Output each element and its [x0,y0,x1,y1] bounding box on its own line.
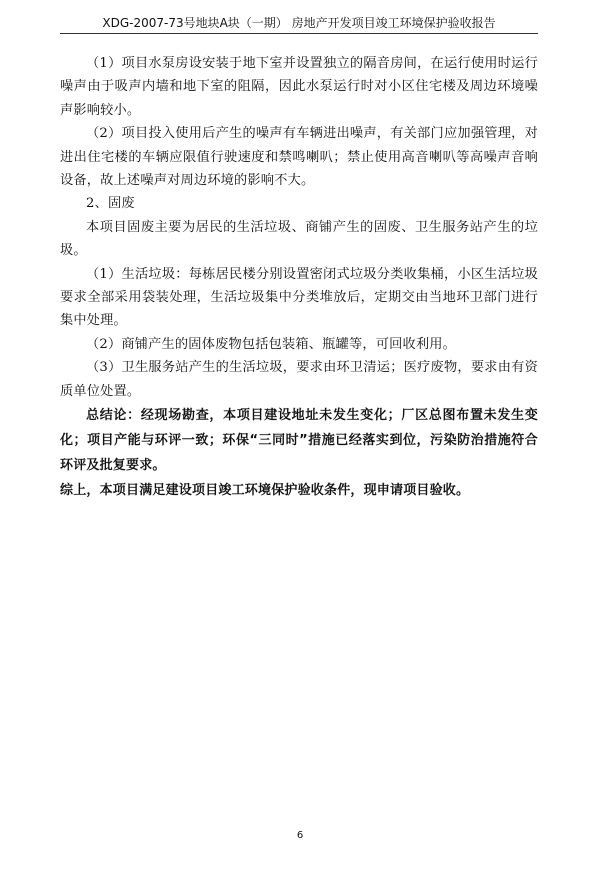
section-heading-solid-waste: 2、固废 [86,196,135,212]
final-statement: 综上，本项目满足建设项目竣工环境保护验收条件，现申请项目验收。 [60,483,470,499]
paragraph-solid-waste-intro: 本项目固废主要为居民的生活垃圾、商铺产生的固废、卫生服务站产生的垃圾。 [60,219,538,259]
paragraph-shop-waste: （2）商铺产生的固体废物包括包装箱、瓶罐等，可回收利用。 [86,336,457,352]
report-body [60,52,538,503]
header-divider [60,33,538,34]
paragraph-clinic-waste: （3）卫生服务站产生的生活垃圾，要求由环卫清运；医疗废物，要求由有资质单位处置。 [60,360,538,399]
paragraph-vehicle-noise: （2）项目投入使用后产生的噪声有车辆进出噪声，有关部门应加强管理，对进出住宅楼的车辆应限值行驶速度和禁鸣喇叭；禁止使用高音喇叭等高噪声音响设备，故上述噪声对周边环境的影响不大。 [60,126,538,189]
overall-conclusion: 总结论：经现场勘查，本项目建设地址未发生变化；厂区总图布置未发生变化；项目产能与环评一致；环保“三同时”措施已经落实到位，污染防治措施符合环评及批复要求。 [60,408,538,474]
paragraph-pump-room-noise: （1）项目水泵房设安装于地下室并设置独立的隔音房间，在运行使用时运行噪声由于吸声内墙和地下室的阻隔，因此水泵运行时对小区住宅楼及周边环境噪声影响较小。 [60,56,538,118]
page-number: 6 [296,830,304,841]
page-header: XDG-2007-73号地块A块（一期） 房地产开发项目竣工环境保护验收报告 [102,16,496,30]
paragraph-household-garbage: （1）生活垃圾：每栋居民楼分别设置密闭式垃圾分类收集桶，小区生活垃圾要求全部采用袋装处理，生活垃圾集中分类堆放后，定期交由当地环卫部门进行集中处理。 [60,266,538,329]
